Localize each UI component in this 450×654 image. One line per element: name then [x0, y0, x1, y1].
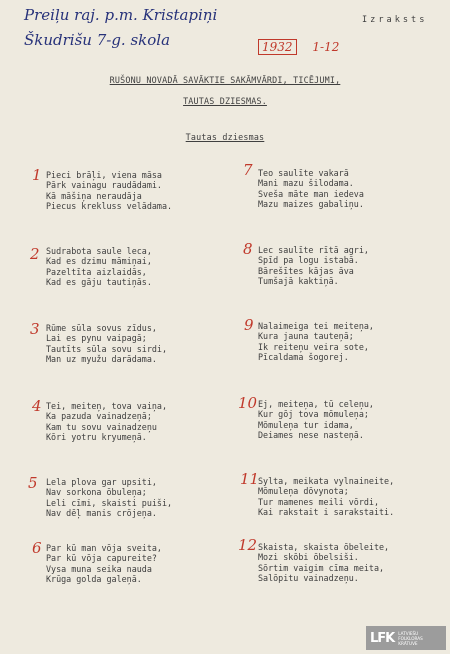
- song-number-3: 3: [30, 320, 40, 338]
- handwritten-school-line2: Škudrišu 7-g. skola: [24, 31, 171, 49]
- song-number-6: 6: [32, 539, 42, 557]
- song-line: Tautīts sūla sovu sirdi,: [46, 343, 168, 354]
- page-reference: [258, 40, 339, 54]
- song-2: [46, 246, 236, 288]
- song-line: Kur gōj tova mōmuleņa;: [258, 409, 369, 420]
- song-line: Leli cīmi, skaisti puiši,: [46, 497, 173, 508]
- song-line: Kura jauna tauteņā;: [258, 331, 354, 342]
- song-line: Kā māšiņa neraudāja: [46, 190, 142, 201]
- song-line: Krūga golda galeņā.: [46, 574, 142, 585]
- song-line: Pīcaldama šogorej.: [258, 352, 349, 363]
- song-number-4: 4: [32, 397, 42, 415]
- song-line: Vysa muna seika nauda: [46, 563, 152, 574]
- archive-logo-text-line: FOLKLORAS: [398, 635, 423, 641]
- song-line: Man uz myužu darādama.: [46, 354, 157, 365]
- song-line: Deiames nese nasteņā.: [258, 430, 364, 441]
- song-3: [46, 323, 236, 365]
- song-line: Piecus krekluss velādama.: [46, 201, 173, 212]
- song-4: [46, 401, 236, 443]
- song-line: Tei, meiteņ, tova vaiņa,: [46, 401, 168, 411]
- song-number-10: 10: [238, 394, 258, 412]
- document-title-line1: RUŠONU NOVADĀ SAVĀKTIE SAKĀMVĀRDI, TICĒJUMI,: [109, 75, 341, 85]
- archive-logo-mark: LFK: [370, 630, 395, 646]
- song-number-8: 8: [243, 240, 253, 258]
- song-line: Sudrabota saule leca,: [46, 246, 152, 256]
- archive-logo-text-line: KRĀTUVE: [398, 640, 418, 646]
- archive-logo-text-line: LATVIEŠU: [398, 630, 419, 636]
- song-line: Mazu maizes gabaliņu.: [258, 199, 364, 210]
- song-line: Kōri yotru kryumeņā.: [46, 432, 147, 443]
- song-8: [258, 245, 448, 287]
- song-line: Bārešītes kājas āva: [258, 265, 354, 276]
- song-number-7: 7: [243, 161, 253, 179]
- song-7: [258, 168, 448, 210]
- song-line: Mozi skōbi ōbelsiši.: [258, 552, 359, 563]
- song-line: Lela plova gar upsiti,: [46, 477, 157, 487]
- song-line: Pārk vainagu raudādami.: [46, 180, 162, 191]
- song-number-5: 5: [28, 474, 38, 492]
- song-line: Kai rakstait i sarakstaiti.: [258, 507, 395, 518]
- song-5: [46, 477, 236, 519]
- song-line: Salōpitu vainadzeņu.: [258, 573, 359, 584]
- song-6: [46, 543, 236, 585]
- song-line: Par kū man vōja sveita,: [46, 543, 162, 553]
- song-line: Mani mazu šilodama.: [258, 178, 354, 189]
- song-number-11: 11: [240, 470, 260, 488]
- song-line: Sōrtim vaigim cīma meita,: [258, 562, 385, 573]
- song-line: Nav dēļ manis crōjeņa.: [46, 508, 157, 519]
- song-line: Ik reiteņu veira sote,: [258, 341, 369, 352]
- song-line: Kad es gāju tautiņās.: [46, 277, 152, 288]
- song-12: [258, 542, 448, 584]
- song-line: Pieci brāļi, viena māsa: [46, 170, 162, 180]
- song-line: Ej, meiteņa, tū celeņu,: [258, 399, 374, 409]
- song-line: Ka pazuda vainadzeņā;: [46, 411, 152, 422]
- song-line: Spīd pa logu istabā.: [258, 255, 359, 266]
- document-title-line2: TAUTAS DZIESMAS.: [183, 96, 267, 106]
- song-9: [258, 321, 448, 363]
- song-line: Nalaimeiga tei meiteņa,: [258, 321, 374, 331]
- song-line: Nav sorkona ōbuleņa;: [46, 487, 147, 498]
- song-line: Kad es dzimu māmiņai,: [46, 256, 152, 267]
- song-line: Sylta, meikata vylnaineite,: [258, 476, 395, 486]
- song-11: [258, 476, 448, 518]
- song-line: Rūme sūla sovus zīdus,: [46, 323, 157, 333]
- range-ref: 1-12: [312, 40, 340, 54]
- song-line: Mōmuleņa dōvynota;: [258, 486, 349, 497]
- song-line: Mōmuleņa tur idama,: [258, 419, 354, 430]
- song-line: Sveša māte man iedeva: [258, 188, 364, 199]
- song-line: Skaista, skaista ōbeleite,: [258, 542, 390, 552]
- song-10: [258, 399, 448, 441]
- song-number-2: 2: [30, 245, 40, 263]
- song-line: Kam tu sovu vainadzeņu: [46, 421, 157, 432]
- handwritten-school-line1: Preiļu raj. p.m. Kristapiņi: [24, 6, 218, 24]
- song-number-9: 9: [244, 316, 254, 334]
- year-box: 1932: [258, 39, 297, 55]
- archive-logo: [366, 626, 446, 650]
- song-line: Lai es pynu vaipagā;: [46, 333, 147, 344]
- song-number-12: 12: [238, 536, 258, 554]
- song-line: Lec saulīte rītā agri,: [258, 245, 369, 255]
- song-line: Par kū vōja capureite?: [46, 553, 157, 564]
- song-number-1: 1: [32, 166, 42, 184]
- song-line: Pazeltīta aizlaidās,: [46, 266, 147, 277]
- song-1: [46, 170, 236, 212]
- izraksts-stamp: Izraksts: [362, 15, 428, 25]
- archive-logo-text: [398, 631, 423, 646]
- song-line: Tumšajā kaktiņā.: [258, 276, 339, 287]
- song-line: Tur mamenes meili vōrdi,: [258, 496, 380, 507]
- song-line: Teo saulīte vakarā: [258, 168, 349, 178]
- section-heading: Tautas dziesmas: [185, 132, 265, 142]
